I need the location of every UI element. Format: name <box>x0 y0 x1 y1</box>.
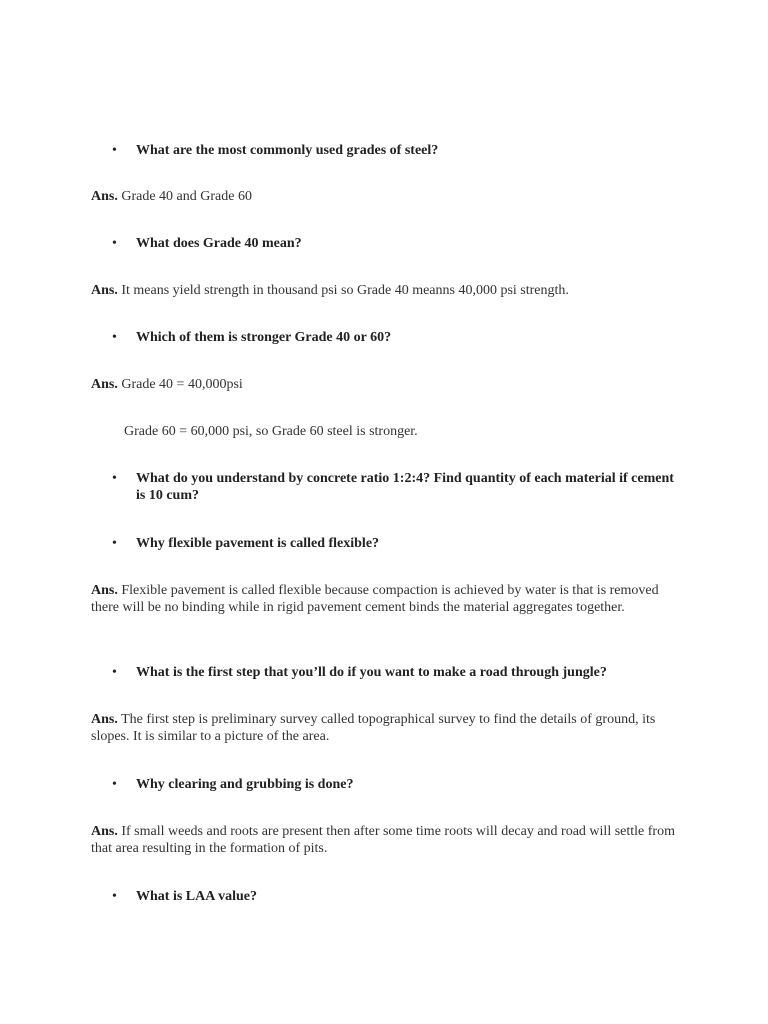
bullet-icon: • <box>112 330 117 345</box>
bullet-icon: • <box>112 777 117 792</box>
answer-paragraph <box>91 376 681 393</box>
answer-text: It means yield strength in thousand psi so Grade 40 meanns 40,000 psi strength. <box>121 283 569 298</box>
answer-text: Grade 40 and Grade 60 <box>121 189 252 204</box>
answer-label: Ans. <box>91 712 118 727</box>
answer-text: Grade 40 = 40,000psi <box>121 377 243 392</box>
question-text: What is the first step that you’ll do if you want to make a road through jungle? <box>136 665 607 680</box>
bullet-icon: • <box>112 889 117 904</box>
answer-paragraph <box>91 582 681 616</box>
answer-text: Flexible pavement is called flexible because compaction is achieved by water is that is removed there will be no binding while in rigid pavement cement binds the material aggregates together. <box>91 583 659 615</box>
question-text: Which of them is stronger Grade 40 or 60? <box>136 330 392 345</box>
question-text: What does Grade 40 mean? <box>136 236 302 251</box>
answer-label: Ans. <box>91 377 118 392</box>
question-text: What is LAA value? <box>136 889 257 904</box>
answer-label: Ans. <box>91 824 118 839</box>
bullet-icon: • <box>112 536 117 551</box>
answer-continuation: Grade 60 = 60,000 psi, so Grade 60 steel is stronger. <box>124 424 418 439</box>
question-text: What are the most commonly used grades of steel? <box>136 143 439 158</box>
answer-label: Ans. <box>91 283 118 298</box>
bullet-icon: • <box>112 665 117 680</box>
bullet-icon: • <box>112 143 117 158</box>
answer-paragraph <box>91 711 681 745</box>
question-text: Why flexible pavement is called flexible? <box>136 536 380 551</box>
question-text: Why clearing and grubbing is done? <box>136 777 354 792</box>
answer-paragraph <box>91 188 681 205</box>
answer-paragraph <box>91 282 681 299</box>
answer-label: Ans. <box>91 189 118 204</box>
answer-label: Ans. <box>91 583 118 598</box>
bullet-icon: • <box>112 236 117 251</box>
bullet-icon: • <box>112 471 117 486</box>
question-text: What do you understand by concrete ratio 1:2:4? Find quantity of each material if cement is 10 cum? <box>136 471 674 503</box>
answer-paragraph <box>91 823 681 857</box>
answer-text: If small weeds and roots are present then after some time roots will decay and road will settle from that area resulting in the formation of pits. <box>91 824 675 856</box>
answer-text: The first step is preliminary survey called topographical survey to find the details of ground, its slopes. It is similar to a picture of the area. <box>91 712 656 744</box>
